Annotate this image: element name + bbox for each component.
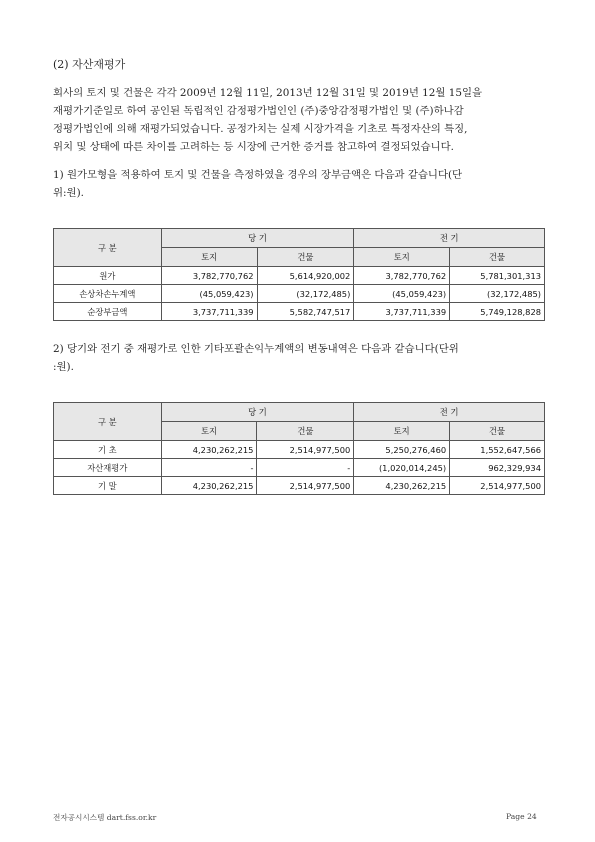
cell-current-building: 5,614,920,002 <box>257 267 354 285</box>
table-row <box>54 285 545 303</box>
footer-page-number: Page 24 <box>506 812 537 821</box>
cell-prior-land: 3,782,770,762 <box>354 267 450 285</box>
cell-prior-building: 962,329,934 <box>450 459 545 477</box>
row-label: 순장부금액 <box>54 303 162 321</box>
table-row <box>54 303 545 321</box>
section-title: (2) 자산재평가 <box>53 58 126 71</box>
cell-current-building: - <box>257 459 354 477</box>
revaluation-surplus-table <box>53 402 545 495</box>
category-header: 구 분 <box>54 403 162 441</box>
cell-current-land: 4,230,262,215 <box>161 477 257 495</box>
row-label: 자산재평가 <box>54 459 162 477</box>
building-header: 건물 <box>257 248 354 267</box>
cost-model-table <box>53 228 545 321</box>
cell-prior-land: (1,020,014,245) <box>354 459 450 477</box>
intro-line: 위치 및 상태에 따른 차이를 고려하는 등 시장에 근거한 증거를 참고하여 결정되었습니다. <box>53 141 454 153</box>
cell-prior-building: 1,552,647,566 <box>450 441 545 459</box>
subsection-line: 위:원). <box>53 187 84 199</box>
building-header: 건물 <box>450 248 545 267</box>
cell-current-building: 5,582,747,517 <box>257 303 354 321</box>
table-row <box>54 267 545 285</box>
row-label: 원가 <box>54 267 162 285</box>
prior-period-header: 전 기 <box>354 229 545 248</box>
table-header-row <box>54 403 545 422</box>
table-header-row <box>54 229 545 248</box>
subsection-2-heading <box>53 340 553 376</box>
cell-current-building: 2,514,977,500 <box>257 477 354 495</box>
cell-current-building: (32,172,485) <box>257 285 354 303</box>
building-header: 건물 <box>257 422 354 441</box>
cell-current-land: 3,737,711,339 <box>161 303 257 321</box>
subsection-1-heading <box>53 166 553 202</box>
cell-prior-land: 4,230,262,215 <box>354 477 450 495</box>
footer-source: 전자공시시스템 dart.fss.or.kr <box>53 813 157 822</box>
table-row <box>54 441 545 459</box>
land-header: 토지 <box>161 422 257 441</box>
subsection-line: :원). <box>53 361 74 373</box>
cell-prior-building: (32,172,485) <box>450 285 545 303</box>
intro-line: 재평가기준일로 하여 공인된 독립적인 감정평가법인인 (주)중앙감정평가법인 및 (주)하나감 <box>53 105 464 117</box>
table-row <box>54 477 545 495</box>
building-header: 건물 <box>450 422 545 441</box>
cell-current-land: (45,059,423) <box>161 285 257 303</box>
cell-current-land: 3,782,770,762 <box>161 267 257 285</box>
subsection-line: 1) 원가모형을 적용하여 토지 및 건물을 측정하였을 경우의 장부금액은 다음과 같습니다(단 <box>53 169 463 181</box>
row-label: 기 말 <box>54 477 162 495</box>
cell-current-land: - <box>161 459 257 477</box>
cell-current-land: 4,230,262,215 <box>161 441 257 459</box>
cell-current-building: 2,514,977,500 <box>257 441 354 459</box>
category-header: 구 분 <box>54 229 162 267</box>
intro-line: 정평가법인에 의해 재평가되었습니다. 공정가치는 실제 시장가격을 기초로 특정자산의 특징, <box>53 123 468 135</box>
current-period-header: 당 기 <box>161 403 354 422</box>
land-header: 토지 <box>354 422 450 441</box>
cell-prior-building: 5,749,128,828 <box>450 303 545 321</box>
intro-line: 회사의 토지 및 건물은 각각 2009년 12월 11일, 2013년 12월 31일 및 2019년 12월 15일을 <box>53 87 483 99</box>
land-header: 토지 <box>354 248 450 267</box>
row-label: 기 초 <box>54 441 162 459</box>
cell-prior-land: 3,737,711,339 <box>354 303 450 321</box>
cell-prior-building: 2,514,977,500 <box>450 477 545 495</box>
row-label: 손상차손누계액 <box>54 285 162 303</box>
subsection-line: 2) 당기와 전기 중 재평가로 인한 기타포괄손익누계액의 변동내역은 다음과 같습니다(단위 <box>53 343 459 355</box>
intro-paragraph <box>53 84 553 156</box>
prior-period-header: 전 기 <box>354 403 545 422</box>
land-header: 토지 <box>161 248 257 267</box>
table-row <box>54 459 545 477</box>
cell-prior-land: 5,250,276,460 <box>354 441 450 459</box>
current-period-header: 당 기 <box>161 229 354 248</box>
cell-prior-building: 5,781,301,313 <box>450 267 545 285</box>
cell-prior-land: (45,059,423) <box>354 285 450 303</box>
